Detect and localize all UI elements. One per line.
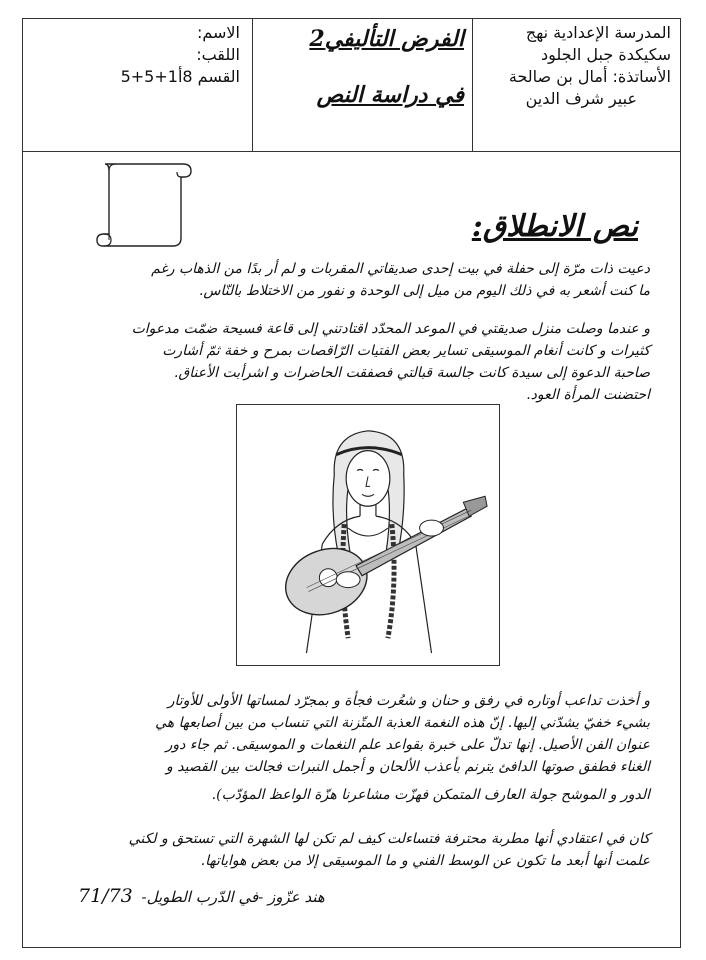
- source-citation: [78, 885, 325, 908]
- text-line: احتضنت المرأة العود.: [526, 387, 650, 403]
- text-line: و عندما وصلت منزل صديقتي في الموعد المحدّد اقتادتني إلى قاعة فسيحة ضمّت مدعوات: [131, 321, 650, 337]
- text-line: عنوان الفن الأصيل. إنها تدلّ على خبرة بقواعد علم النغمات و الموسيقى. ثم جاء دور: [165, 737, 650, 753]
- text-line: بشيء خفيّ يشدّني إليها. إنّ هذه النغمة العذبة المتّزنة التي تنساب من بين أصابعها هي: [155, 715, 650, 731]
- text-line: صاحبة الدعوة إلى سيدة كانت جالسة قبالتي فصفقت الحاضرات و اشرأبت الأعناق.: [173, 365, 650, 381]
- text-line: الغناء فطفق صوتها الدافئ يترنم بأعذب الألحان و أجمل النبرات فجالت بين القصيد و: [166, 759, 650, 775]
- teachers-line: عبير شرف الدين: [525, 89, 637, 108]
- woman-playing-oud-illustration: [236, 404, 500, 666]
- citation-pages: 71/73: [78, 885, 133, 907]
- teachers-line: الأساتذة: أمال بن صالحة: [508, 67, 671, 86]
- text-line: كان في اعتقادي أنها مطربة محترفة فتساءلت كيف لم تكن لها الشهرة التي تستحق و لكني: [128, 831, 650, 847]
- text-paragraph: [50, 318, 650, 406]
- name-label: الاسم:: [196, 23, 240, 42]
- exam-header: [22, 18, 681, 152]
- exam-title-cell: [252, 18, 472, 151]
- text-line: دعيت ذات مرّة إلى حفلة في بيت إحدى صديقاتي المقربات و لم أر بدًا من الذهاب رغم: [151, 261, 650, 277]
- exam-title: الفرض التأليفي2: [309, 26, 464, 52]
- citation-author-book: هند عزّوز -في الدّرب الطويل-: [141, 888, 325, 906]
- text-paragraph: [50, 690, 650, 806]
- exam-subtitle: في دراسة النص: [316, 82, 464, 108]
- student-info-cell: [22, 18, 252, 151]
- text-line: ما كنت أشعر به في ذلك اليوم من ميل إلى الوحدة و نفور من الاختلاط بالنّاس.: [198, 283, 650, 299]
- text-paragraph: [50, 828, 650, 872]
- text-line: كثيرات و كانت أنغام الموسيقى تساير بعض الفتيات الرّاقصات بمرح و خفة ثمّ أشارت: [162, 343, 650, 359]
- text-line: علمت أنها أبعد ما تكون عن الوسط الفني و ما الموسيقى إلا من بعض هواياتها.: [200, 853, 650, 869]
- section-heading: نص الانطلاق:: [471, 209, 638, 244]
- school-line: سكيكدة جبل الجلود: [540, 45, 671, 64]
- surname-label: اللقب:: [196, 45, 240, 64]
- text-line: و أخذت تداعب أوتاره في رفق و حنان و شعُرت فجأة و بمجرّد لمساتها الأولى للأوتار: [167, 693, 650, 709]
- class-label: القسم 8أ1+5+5: [120, 67, 240, 86]
- school-info-cell: [472, 18, 681, 151]
- scroll-icon: [95, 160, 195, 250]
- text-line: الدور و الموشح جولة العارف المتمكن فهزّت مشاعرنا هزّة الواعظ المؤدّب).: [211, 787, 650, 803]
- school-line: المدرسة الإعدادية نهج: [525, 23, 671, 42]
- text-paragraph: [50, 258, 650, 302]
